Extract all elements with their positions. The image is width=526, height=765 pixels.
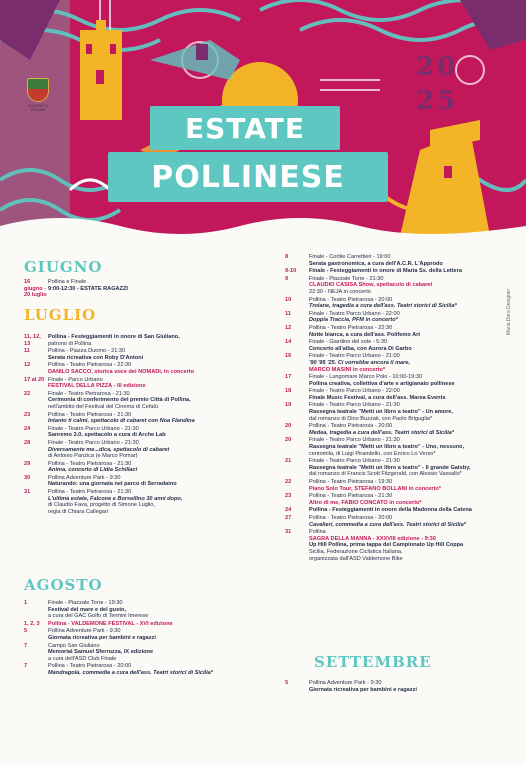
event-details xyxy=(309,680,507,693)
event-date: 16 xyxy=(285,353,292,360)
event-line: Anima, concerto di Lidia Schillaci xyxy=(48,467,138,474)
event-line: Finale - Teatro Parco Urbano - 22:00 xyxy=(309,388,400,395)
event-date: 8 xyxy=(285,254,289,260)
event-line: Finale - Teatro Parco Urbano - 22:00 xyxy=(309,310,400,317)
event-date: 16 giugno - 20 luglio xyxy=(24,279,47,299)
event-date: 18 xyxy=(285,388,292,395)
event-details xyxy=(309,479,507,492)
comune-logo xyxy=(24,78,52,112)
event-line: Serata ricreativa con Roby D'Antoni xyxy=(48,354,144,361)
event-item xyxy=(285,339,507,352)
event-line: Sicilia, Federazione Ciclistica Italiana, xyxy=(309,548,403,555)
event-line: Pollina e Finale xyxy=(48,279,87,285)
event-line: Finale - Parco Urbano xyxy=(48,376,103,383)
event-item xyxy=(285,515,507,528)
event-line: FESTIVAL DELLA PIZZA - III edizione xyxy=(48,383,146,390)
event-line: Rassegna teatrale "Metti un libro a teatro" - Un amore, xyxy=(309,409,453,416)
event-date: 10 xyxy=(285,296,292,303)
event-line: Pollina Adventure Park - 9:30 xyxy=(309,680,382,686)
event-item xyxy=(24,628,274,641)
event-date: 23 xyxy=(285,493,292,500)
event-details xyxy=(48,621,274,628)
event-line: Cerimonia di conferimento del premio Città di Pollina, xyxy=(48,397,191,404)
event-line: CLAUDIO CASISA Show, spettacolo di cabaret xyxy=(309,282,433,289)
event-date: 31 xyxy=(24,489,31,496)
event-item xyxy=(285,423,507,436)
event-item xyxy=(24,663,274,676)
event-date: 7 xyxy=(24,663,28,670)
event-details xyxy=(48,412,274,425)
event-line: Pollina - Festeggiamenti in onore della Madonna della Catena xyxy=(309,507,472,514)
event-line: DANILO SACCO, storica voce dei NOMADI, in concerto xyxy=(48,368,195,375)
event-line: Notte bianca, a cura dell'ass. Polifemo Art xyxy=(309,331,421,338)
event-item xyxy=(24,461,274,474)
event-details xyxy=(48,489,274,515)
event-details xyxy=(48,362,274,375)
year-bottom: 25 xyxy=(416,86,459,116)
event-date: 5 xyxy=(285,680,289,686)
event-line: Pollina - Teatro Pietrarosa - 22:30 xyxy=(48,362,132,369)
event-line: Finale - Piazzale Torre - 21:30 xyxy=(309,275,384,282)
event-line: Pollina - Teatro Pietrarosa - 21:30 xyxy=(48,411,132,418)
event-line: centomila, di Luigi Pirandello, con Enrico Lo Verso* xyxy=(309,450,436,457)
event-date: 28 xyxy=(24,439,31,446)
footer xyxy=(0,704,526,765)
event-details xyxy=(309,297,507,310)
event-line: Finale - Festeggiamenti in onore di Maria Ss. della Lettera xyxy=(309,268,462,275)
event-date: 21 xyxy=(285,458,292,465)
event-line: Mandragola, commedia a cura dell'ass. Teatri storici di Sicilia* xyxy=(48,669,213,676)
event-item xyxy=(24,440,274,460)
event-date: 20 xyxy=(285,423,292,430)
event-item xyxy=(285,297,507,310)
event-line: Pollina - Festeggiamenti in onore di San Giuliano, xyxy=(48,334,180,340)
event-line: Pollina creativa, collettiva d'arte e artigianato pollinese xyxy=(309,380,455,387)
event-line: Doppia Traccia, PFM in concerto* xyxy=(309,317,398,324)
event-line: Pollina - Teatro Pietrarosa - 19:30 xyxy=(309,479,393,485)
event-item xyxy=(24,489,274,515)
event-item xyxy=(285,353,507,373)
event-item xyxy=(285,507,507,514)
event-item xyxy=(285,268,507,275)
event-line: Pollina - Teatro Pietrarosa - 20:00 xyxy=(309,423,393,430)
settembre-list xyxy=(285,680,507,693)
comune-crest-icon xyxy=(27,78,49,102)
event-line: L'ultima estate, Falcone e Borsellino 30 anni dopo, xyxy=(48,495,183,502)
event-line: '90 '95 '25. Ci vorrebbe ancora il mare, xyxy=(309,359,410,366)
event-item xyxy=(285,388,507,401)
event-line: a cura dell'ASD Club Finale xyxy=(48,655,117,662)
event-line: SAGRA DELLA MANNA - XXXVIII edizione - 9:30 xyxy=(309,535,436,542)
event-line: Finale - Teatro Parco Urbano - 21:30 xyxy=(48,439,139,446)
event-date: 31 xyxy=(285,529,292,536)
luglio-list xyxy=(24,334,274,515)
event-date: 29 xyxy=(24,460,31,467)
event-details xyxy=(309,437,507,457)
event-details xyxy=(48,643,274,663)
event-line: Naturando: una giornata nel parco di Serradaino xyxy=(48,481,177,488)
event-line: Finale - Teatro Parco Urbano - 21:30 xyxy=(309,437,400,444)
event-line: Pollina Adventure Park - 9:30 xyxy=(48,628,121,635)
event-details xyxy=(309,339,507,352)
designer-credit: Maria Dora Designer xyxy=(506,288,512,335)
event-item xyxy=(24,334,274,347)
header-banner xyxy=(0,0,526,236)
event-details xyxy=(309,311,507,324)
event-line: Pollina - Teatro Pietrarosa - 20:00 xyxy=(309,514,393,521)
event-date: 12 xyxy=(24,362,31,369)
event-line: Finale - Lungomare Marco Polo - 10:00-19:30 xyxy=(309,374,423,381)
event-details xyxy=(48,628,274,641)
event-line: organizzata dall'ASD Valdemone Bike xyxy=(309,555,403,562)
event-line: Campo San Giuliano xyxy=(48,642,100,649)
event-line: Finale Music Festival, a cura dell'ass. Marea Events xyxy=(309,394,446,401)
agosto-list-continued xyxy=(285,254,507,562)
section-agosto: AGOSTO xyxy=(24,576,103,594)
event-date: 1, 2, 3 xyxy=(24,620,40,627)
event-item xyxy=(24,412,274,425)
section-giugno: GIUGNO xyxy=(24,258,103,276)
event-item xyxy=(285,479,507,492)
event-line: Altro di me, FABIO CONCATO in concerto* xyxy=(309,499,422,506)
event-details xyxy=(309,529,507,562)
event-line: a cura del GAC Golfo di Termini Imerese xyxy=(48,613,149,620)
event-details xyxy=(48,426,274,439)
event-date: 24 xyxy=(285,507,292,514)
event-line: Pollina - Teatro Pietrarosa - 20:00 xyxy=(309,296,393,303)
event-line: Finale - Teatro Parco Urbano - 21:30 xyxy=(309,402,400,409)
event-line: patrono di Pollina xyxy=(48,340,92,347)
event-date: 27 xyxy=(285,514,292,521)
event-details xyxy=(309,423,507,436)
event-line: Giornata ricreativa per bambini e ragazzi xyxy=(309,686,417,693)
event-date: 24 xyxy=(24,425,31,432)
event-date: 9-10 xyxy=(285,268,297,275)
event-details xyxy=(309,388,507,401)
event-line: Medea, tragedia a cura dell'ass. Teatri storici di Sicilia* xyxy=(309,429,455,436)
event-line: Sanremo 3.0, spettacolo a cura di Arche Lab xyxy=(48,432,166,439)
event-date: 11, 12, 13 xyxy=(24,334,41,347)
event-line: Up Hill Pollina, prima tappa del Campionato Up Hill Coppa xyxy=(309,542,464,549)
event-line: Finale - Piazzale Torre - 19:30 xyxy=(48,600,123,606)
event-item xyxy=(24,600,274,620)
event-item xyxy=(24,391,274,411)
event-details xyxy=(48,334,274,347)
event-line: Pollina - VALDEMONE FESTIVAL - XVI edizione xyxy=(48,620,173,627)
event-item xyxy=(285,529,507,562)
event-line: di Antonio Panzica (e Marco Pomar) xyxy=(48,453,138,460)
year-top: 20 xyxy=(416,52,459,82)
event-item xyxy=(285,680,507,693)
event-details xyxy=(309,325,507,338)
event-date: 9 xyxy=(285,275,289,282)
event-line: Pollina - Piazza Duomo - 21:30 xyxy=(48,348,126,355)
event-date: 20 xyxy=(285,437,292,444)
event-details xyxy=(309,254,507,267)
event-line: nell'ambito del Festival del Cinema di Cefalù xyxy=(48,403,158,410)
event-line: Memorial Samuel Sferruzza, IX edizione xyxy=(48,649,154,656)
event-details xyxy=(309,402,507,422)
event-line: Festival del mare e del gusto, xyxy=(48,606,127,613)
event-line: Pollina - Teatro Pietrarosa - 22:30 xyxy=(309,324,393,331)
event-item xyxy=(24,475,274,488)
event-date: 30 xyxy=(24,474,31,481)
event-line: Giornata ricreativa per bambini e ragazzi xyxy=(48,634,156,641)
event-item xyxy=(24,377,274,390)
event-line: Piano Solo Tour, STEFANO BOLLANI in concerto* xyxy=(309,485,441,492)
event-line: Pollina - Teatro Pietrarosa - 20:00 xyxy=(48,663,132,670)
event-details xyxy=(309,515,507,528)
event-item xyxy=(285,374,507,387)
event-date: 1 xyxy=(24,600,28,606)
event-line: Rassegna teatrale "Metti un libro a teatro" - Uno, nessuno, xyxy=(309,444,465,451)
event-item xyxy=(285,311,507,324)
event-line: MARCO MASINI in concerto* xyxy=(309,366,386,373)
event-item xyxy=(24,362,274,375)
event-details xyxy=(48,377,274,390)
event-details xyxy=(309,493,507,506)
section-luglio: LUGLIO xyxy=(24,306,97,324)
event-line: Pollina xyxy=(309,529,326,536)
event-details xyxy=(48,391,274,411)
event-line: dal romanzo di Francis Scott Fitzgerald, con Alessio Vassallo* xyxy=(309,471,462,478)
event-line: Finale - Giardino del sole - 5:30 xyxy=(309,339,388,346)
event-item xyxy=(24,621,274,628)
event-details xyxy=(48,475,274,488)
event-date: 7 xyxy=(24,642,28,649)
event-line: Rassegna teatrale "Metti un libro a teatro" - Il grande Gatsby, xyxy=(309,464,471,471)
event-details xyxy=(309,353,507,373)
giugno-list xyxy=(24,279,274,299)
event-item xyxy=(24,643,274,663)
event-date: 17 xyxy=(285,374,292,381)
event-item xyxy=(24,426,274,439)
event-date: 5 xyxy=(24,628,28,635)
event-item xyxy=(285,437,507,457)
event-date: 14 xyxy=(285,339,292,346)
section-settembre: SETTEMBRE xyxy=(314,653,432,671)
event-item xyxy=(285,276,507,296)
event-date: 22 xyxy=(285,479,292,485)
event-item xyxy=(285,458,507,478)
event-item xyxy=(285,493,507,506)
event-item xyxy=(24,279,274,299)
event-line: Cavalieri, commedia a cura dell'ass. Teatri storici di Sicilia* xyxy=(309,521,466,528)
title-estate: ESTATE xyxy=(185,112,305,145)
event-line: 22:30 - NEJA in concerto xyxy=(309,288,371,295)
event-line: Finale - Teatro Parco Urbano - 21:30 xyxy=(48,425,139,432)
event-line: Pollina - Teatro Pietrarosa - 21:30 xyxy=(309,493,393,500)
event-date: 17 al 20 xyxy=(24,376,45,383)
event-details xyxy=(309,276,507,296)
event-details xyxy=(48,461,274,474)
event-line: regia di Chiara Callegari xyxy=(48,508,109,515)
event-details xyxy=(48,663,274,676)
event-item xyxy=(24,348,274,361)
event-date: 22 xyxy=(24,390,31,397)
event-line: Troiane, tragedia a cura dell'ass. Teatri storici di Sicilia* xyxy=(309,303,457,310)
event-date: 11 xyxy=(285,310,291,317)
comune-caption: COMUNE DI POLLINA xyxy=(27,104,49,112)
event-details xyxy=(309,268,507,275)
event-item xyxy=(285,254,507,267)
event-item xyxy=(285,325,507,338)
event-details xyxy=(48,440,274,460)
event-details xyxy=(309,507,507,514)
event-line: dal romanzo di Dino Buzzati, con Paolo Briguglia* xyxy=(309,415,433,422)
agosto-list xyxy=(24,600,274,677)
event-line: Finale - Teatro Parco Urbano - 21:00 xyxy=(309,353,400,360)
event-details xyxy=(309,458,507,478)
event-details xyxy=(48,600,274,620)
event-details xyxy=(309,374,507,387)
event-line: Pollina - Teatro Pietrarosa - 21:30 xyxy=(48,489,132,496)
event-line: Pollina - Teatro Pietrarosa - 21:30 xyxy=(48,460,132,467)
event-date: 23 xyxy=(24,411,31,418)
event-line: Finale - Teatro Pietrarosa - 21:30 xyxy=(48,390,130,397)
event-date: 19 xyxy=(285,402,292,409)
event-line: Concerto all'alba, con Aurora Di Garbo xyxy=(309,345,412,352)
event-details xyxy=(48,279,274,299)
event-item xyxy=(285,402,507,422)
event-line: Serata gastronomica, a cura dell'A.C.R. L'Approdo xyxy=(309,260,443,267)
event-details xyxy=(48,348,274,361)
event-line: 9:00-12:30 - ESTATE RAGAZZI xyxy=(48,285,128,292)
title-pollinese: POLLINESE xyxy=(151,160,345,195)
event-line: di Claudio Fava, progetto di Simone Luglio, xyxy=(48,502,155,509)
event-date: 12 xyxy=(285,324,292,331)
event-line: Intanto ti calmi, spettacolo di cabaret con Noa Flandina xyxy=(48,418,195,425)
event-line: Finale - Cortile Carrettieri - 19:00 xyxy=(309,254,391,260)
event-line: Pollina Adventure Park - 9:30 xyxy=(48,474,121,481)
event-line: Diversamente me...dica, spettacolo di cabaret xyxy=(48,446,170,453)
event-date: 11 xyxy=(24,348,30,355)
event-line: Finale - Teatro Parco Urbano - 21:30 xyxy=(309,458,400,465)
